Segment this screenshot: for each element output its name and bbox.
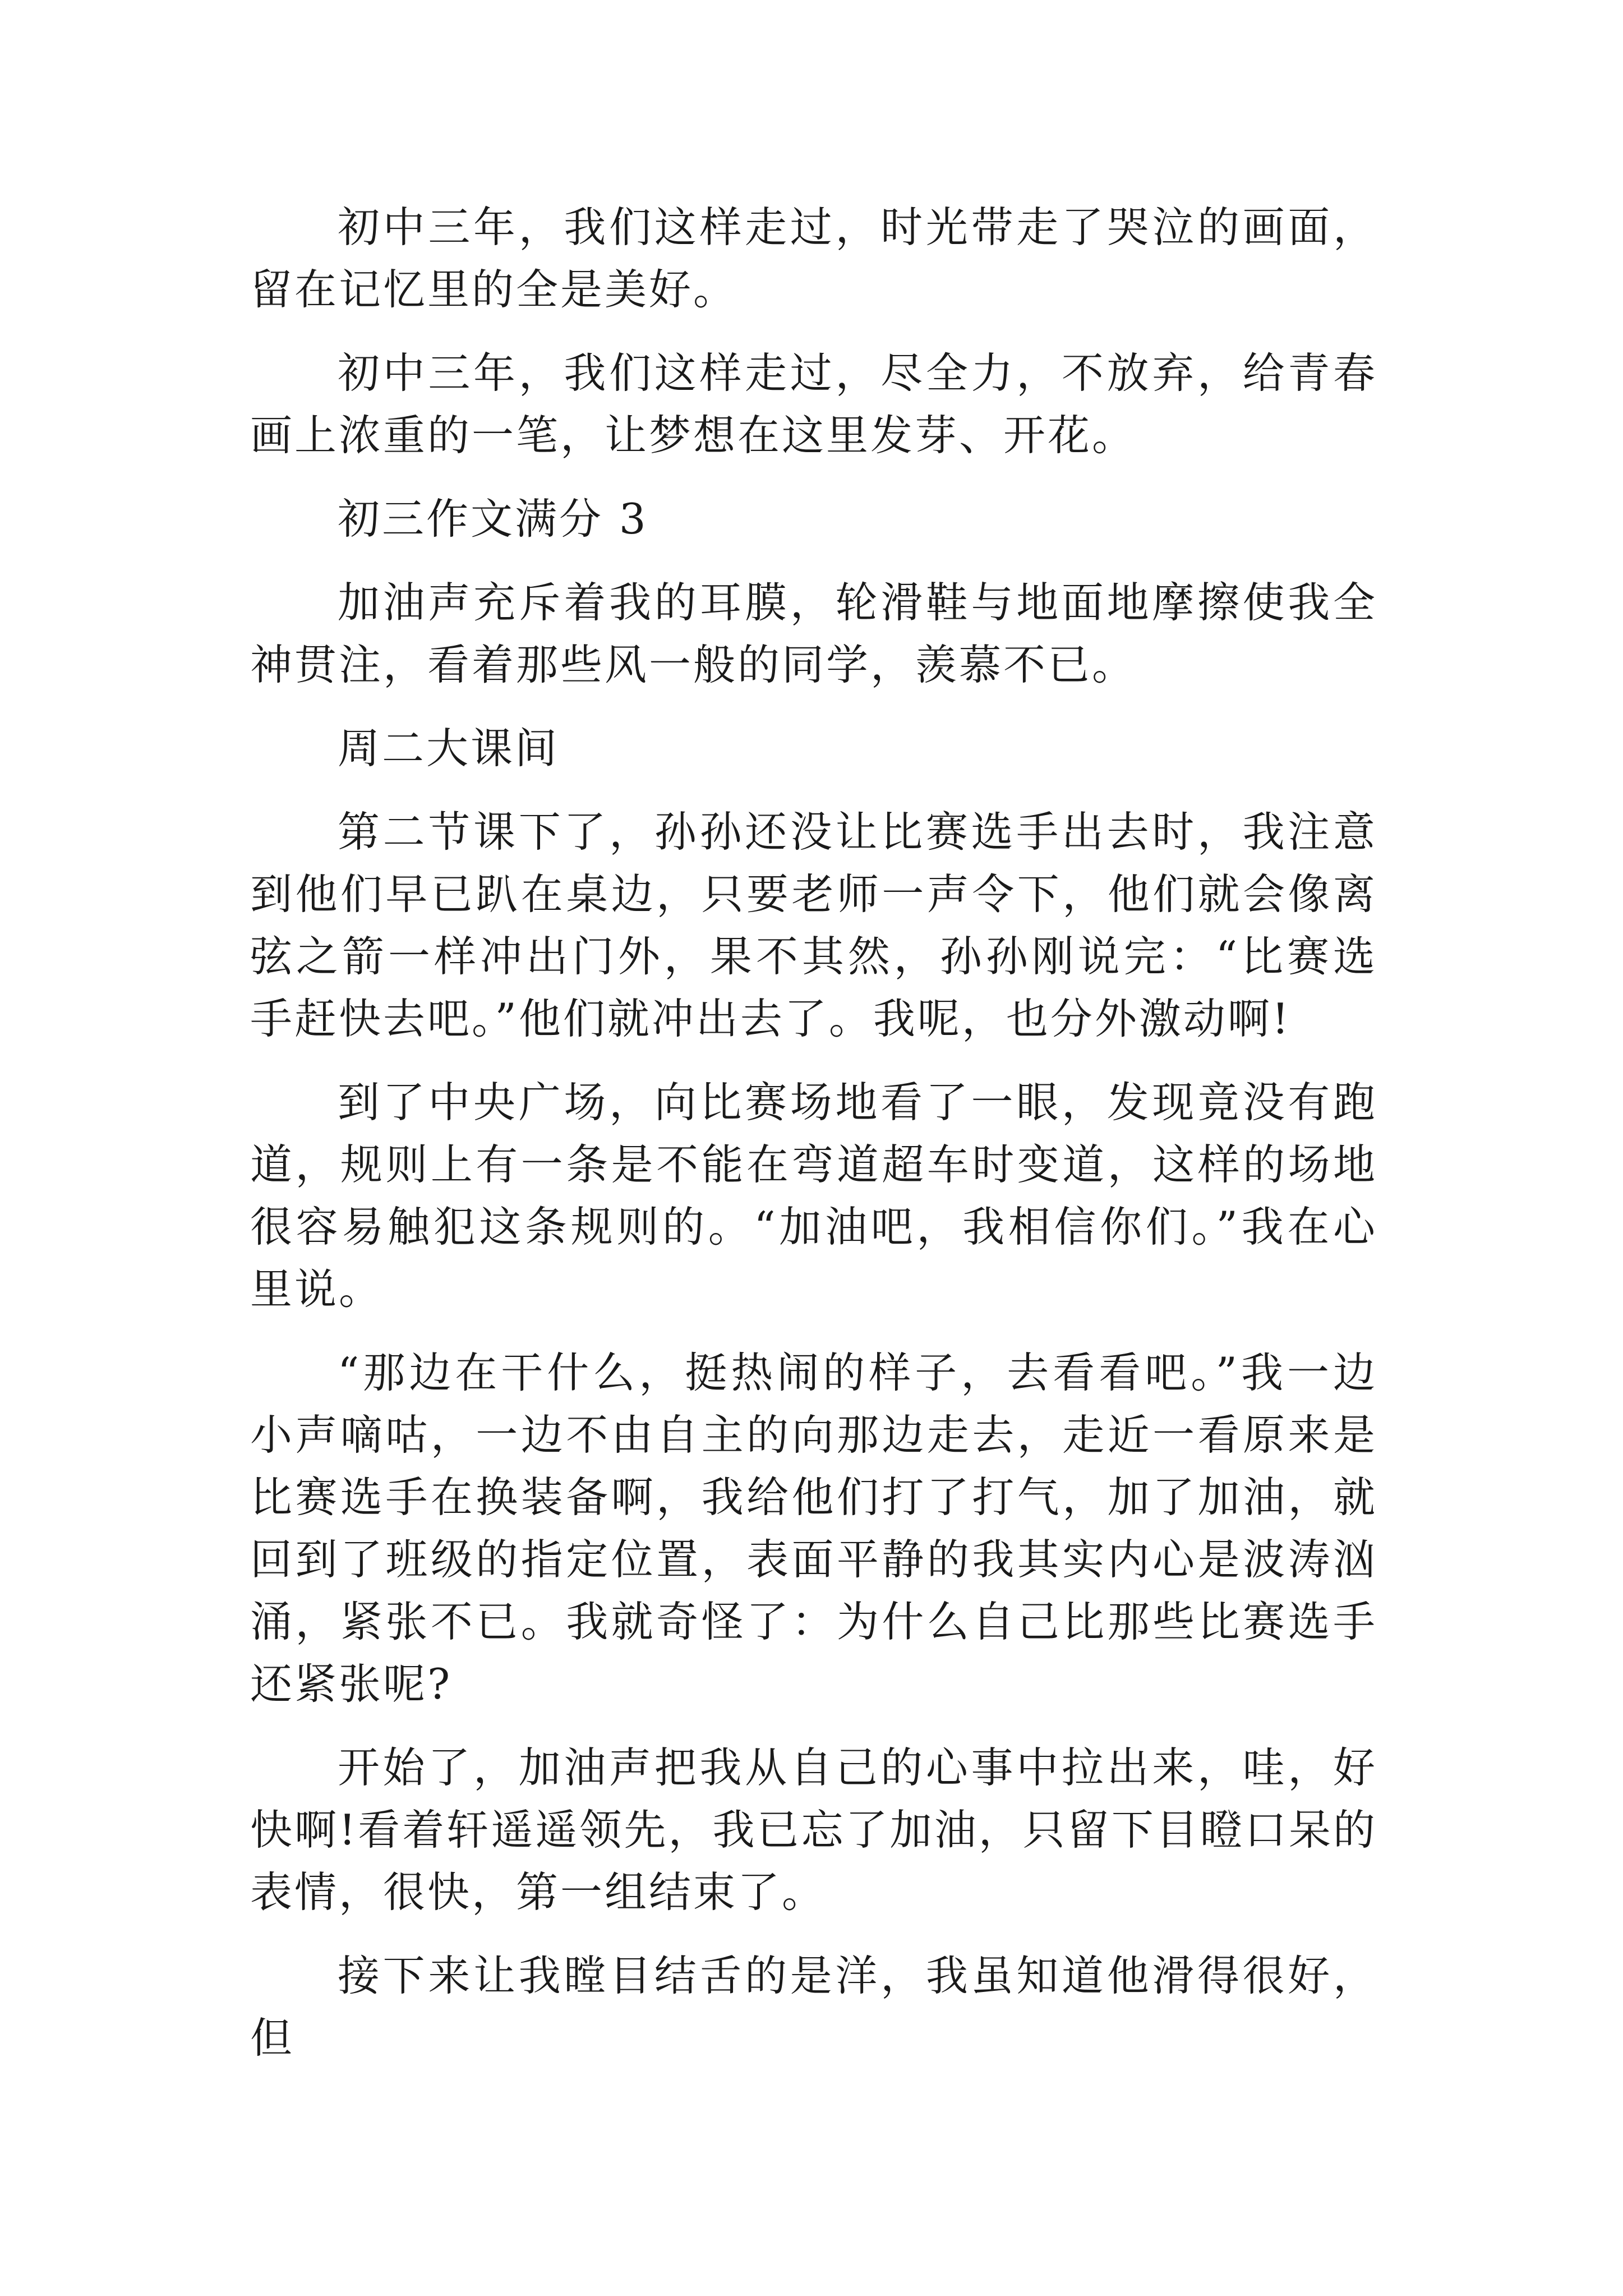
paragraph-8: 接下来让我瞠目结舌的是洋，我虽知道他滑得很好，但 (250, 1951, 1377, 2063)
paragraph-1: 初中三年，我们这样走过，时光带走了哭泣的画面，留在记忆里的全是美好。 (250, 203, 1377, 314)
paragraph-2: 初中三年，我们这样走过，尽全力，不放弃，给青春画上浓重的一笔，让梦想在这里发芽、开花。 (250, 348, 1377, 460)
section-heading: 初三作文满分 3 (338, 494, 648, 544)
paragraph-5: 到了中央广场，向比赛场地看了一眼，发现竟没有跑道，规则上有一条是不能在弯道超车时变道，这样的场地很容易触犯这条规则的。“加油吧，我相信你们。”我在心里说。 (250, 1078, 1377, 1314)
document-body (250, 196, 1377, 2091)
subheading: 周二大课间 (338, 724, 560, 773)
paragraph-4: 第二节课下了，孙孙还没让比赛选手出去时，我注意到他们早已趴在桌边，只要老师一声令下，他们就会像离弦之箭一样冲出门外，果不其然，孙孙刚说完：“比赛选手赶快去吧。”他们就冲出去了。我呢，也分外激动啊! (250, 807, 1377, 1043)
paragraph-6: “那边在干什么，挺热闹的样子，去看看吧。”我一边小声嘀咕，一边不由自主的向那边走去，走近一看原来是比赛选手在换装备啊，我给他们打了打气，加了加油，就回到了班级的指定位置，表面平静的我其实内心是波涛汹涌，紧张不已。我就奇怪了：为什么自己比那些比赛选手还紧张呢? (250, 1348, 1377, 1709)
paragraph-3: 加油声充斥着我的耳膜，轮滑鞋与地面地摩擦使我全神贯注，看着那些风一般的同学，羡慕不已。 (250, 578, 1377, 689)
paragraph-7: 开始了，加油声把我从自己的心事中拉出来，哇，好快啊!看着轩遥遥领先，我已忘了加油，只留下目瞪口呆的表情，很快，第一组结束了。 (250, 1743, 1377, 1917)
